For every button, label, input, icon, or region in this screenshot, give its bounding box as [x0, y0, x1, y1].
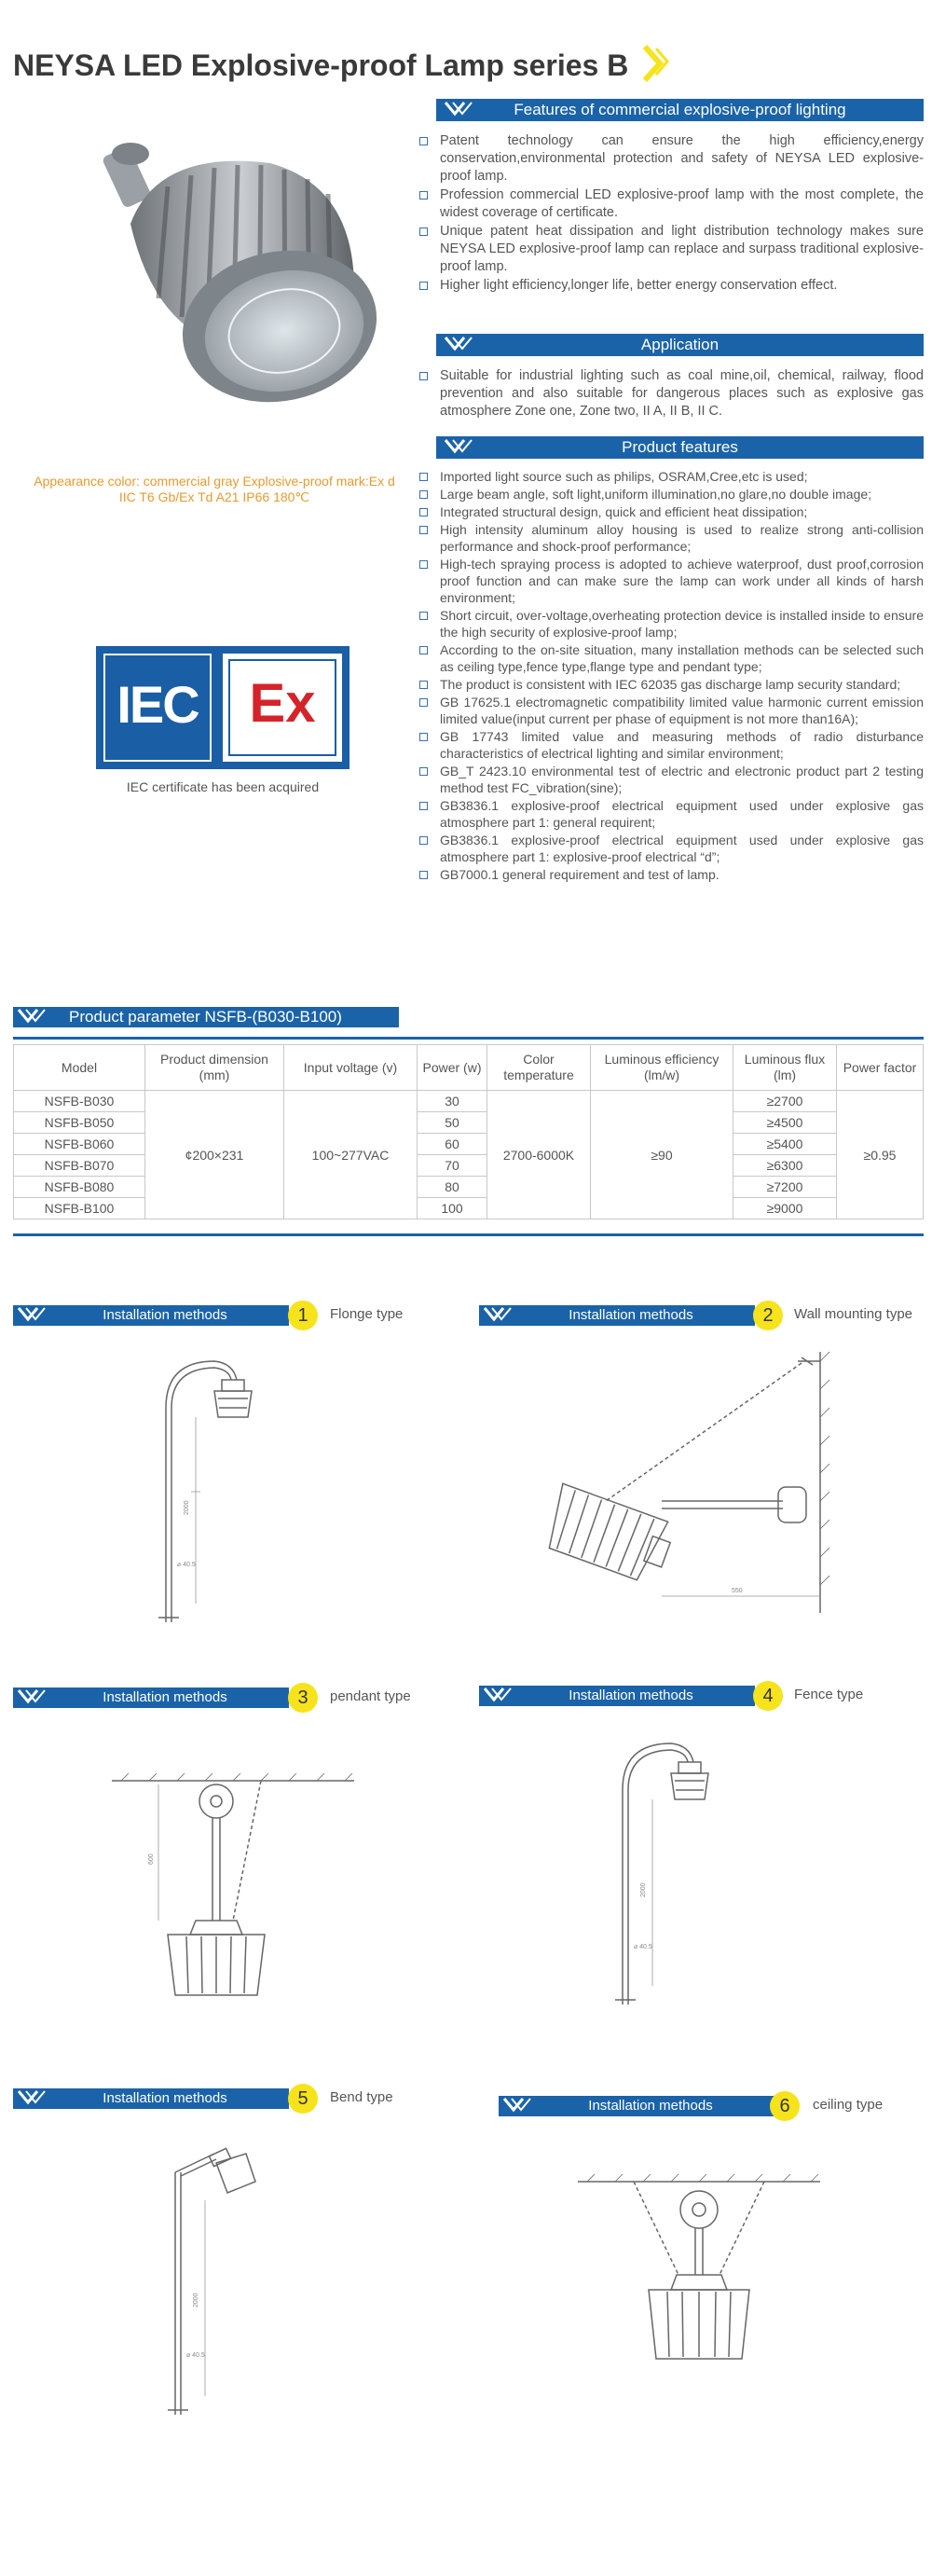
table-cell-flux: ≥9000 [733, 1198, 837, 1219]
th-efficiency: Luminous efficiency (lm/w) [591, 1045, 733, 1091]
install-bar-1 [13, 1305, 289, 1326]
table-cell-flux: ≥6300 [733, 1155, 837, 1177]
list-item: Imported light source such as philips, OSRAM,Cree,etc is used; [418, 468, 924, 485]
th-dimension: Product dimension (mm) [145, 1045, 284, 1091]
th-voltage: Input voltage (v) [284, 1045, 418, 1091]
th-flux: Luminous flux (lm) [733, 1045, 837, 1091]
table-cell-model: NSFB-B030 [14, 1091, 145, 1112]
application-list [418, 367, 924, 421]
method-number-badge: 6 [770, 2091, 800, 2121]
cert-caption: IEC certificate has been acquired [126, 779, 320, 794]
pendant-type-drawing [103, 1771, 363, 2014]
th-color-temp: Color temperature [487, 1045, 591, 1091]
install-bar-5 [13, 2088, 289, 2109]
method-type-label: pendant type [330, 1688, 411, 1704]
install-bar-label: Installation methods [103, 1307, 227, 1323]
param-rule [13, 1037, 924, 1040]
params-table [13, 1044, 924, 1219]
svg-text:550: 550 [732, 1588, 743, 1594]
list-item: High intensity aluminum alloy housing is used to realize strong anti-collision performance and shock-proof performance; [418, 521, 924, 555]
install-bar-6 [499, 2096, 774, 2116]
param-bar [13, 1007, 399, 1027]
appearance-caption: Appearance color: commercial gray Explosive-proof mark:Ex d IIC T6 Gb/Ex Td A21 IP66 180℃ [34, 474, 395, 504]
svg-text:2000: 2000 [193, 2293, 199, 2307]
list-item: Short circuit, over-voltage,overheating protection device is installed inside to ensure the high security of explosive-proof lamp; [418, 607, 924, 641]
table-cell-model: NSFB-B070 [14, 1155, 145, 1177]
flange-type-drawing [140, 1352, 270, 1632]
svg-text:⌀ 40.5: ⌀ 40.5 [186, 2352, 205, 2359]
param-heading: Product parameter NSFB-(B030-B100) [69, 1008, 342, 1026]
title-chevron-icon [639, 43, 671, 86]
table-cell-power: 50 [418, 1112, 487, 1134]
install-bar-label: Installation methods [569, 1687, 693, 1703]
table-cell-model: NSFB-B080 [14, 1177, 145, 1198]
svg-text:⌀ 40.5: ⌀ 40.5 [177, 1562, 196, 1568]
table-cell-flux: ≥7200 [733, 1177, 837, 1198]
method-type-label: ceiling type [813, 2097, 884, 2113]
list-item: GB 17625.1 electromagnetic compatibility limited value harmonic current emission limited value(input current per phase of equipment is not more than16A); [418, 694, 924, 727]
section-heading: Features of commercial explosive-proof lighting [514, 101, 846, 118]
list-item: Integrated structural design, quick and efficient heat dissipation; [418, 503, 924, 520]
install-bar-label: Installation methods [588, 2098, 713, 2114]
method-number-badge: 3 [288, 1683, 318, 1713]
table-cell-power-factor: ≥0.95 [837, 1091, 924, 1219]
method-number-badge: 4 [753, 1681, 783, 1711]
list-item: Profession commercial LED explosive-proof lamp with the most complete, the widest coverage of certificate. [418, 186, 924, 222]
table-cell-dimension: ¢200×231 [145, 1091, 284, 1219]
method-number-badge: 5 [288, 2084, 318, 2114]
ex-text: Ex [249, 673, 316, 734]
table-cell-flux: ≥4500 [733, 1112, 837, 1134]
method-type-label: Flonge type [330, 1306, 404, 1322]
th-model: Model [14, 1045, 145, 1091]
install-bar-3 [13, 1687, 289, 1708]
method-type-label: Fence type [794, 1687, 864, 1702]
list-item: GB7000.1 general requirement and test of lamp. [418, 866, 924, 883]
list-item: The product is consistent with IEC 62035 gas discharge lamp security standard; [418, 676, 924, 693]
list-item: GB3836.1 explosive-proof electrical equipment used under explosive gas atmosphere part 1: explosive-proof electrical “d”; [418, 832, 924, 865]
method-number-badge: 2 [753, 1301, 783, 1330]
list-item: Higher light efficiency,longer life, better energy conservation effect. [418, 277, 924, 295]
svg-text:2000: 2000 [184, 1500, 190, 1515]
table-cell-power: 70 [418, 1155, 487, 1177]
th-power-factor: Power factor [837, 1045, 924, 1091]
table-cell-voltage: 100~277VAC [284, 1091, 418, 1219]
table-cell-model: NSFB-B050 [14, 1112, 145, 1134]
list-item: GB 17743 limited value and measuring methods of radio disturbance characteristics of electrical lighting and similar environment; [418, 728, 924, 762]
table-cell-flux: ≥5400 [733, 1134, 837, 1155]
list-item: Patent technology can ensure the high efficiency,energy conservation,environmental protection and safety of NEYSA LED explosive-proof lamp. [418, 132, 924, 186]
list-item: GB3836.1 explosive-proof electrical equipment used under explosive gas atmosphere part 1: general requirent; [418, 797, 924, 831]
table-cell-power: 100 [418, 1198, 487, 1219]
install-bar-label: Installation methods [569, 1307, 693, 1323]
table-cell-power: 60 [418, 1134, 487, 1155]
svg-text:2000: 2000 [640, 1882, 647, 1897]
lamp-photo [93, 112, 391, 448]
table-cell-model: NSFB-B100 [14, 1198, 145, 1219]
section-bar-application [436, 334, 924, 356]
iec-ex-logo [96, 646, 350, 769]
install-bar-2 [479, 1305, 755, 1326]
iec-text: IEC [116, 675, 199, 734]
table-cell-model: NSFB-B060 [14, 1134, 145, 1155]
list-item: According to the on-site situation, many installation methods can be selected such as ceiling type,fence type,flange type and pendant type; [418, 641, 924, 675]
features-commercial-list [418, 132, 924, 296]
list-item: GB_T 2423.10 environmental test of electric and electronic product part 2 testing method test FC_vibration(sine); [418, 763, 924, 796]
install-bar-4 [479, 1686, 755, 1706]
ceiling-type-drawing [569, 2172, 829, 2415]
method-number-badge: 1 [288, 1301, 318, 1330]
method-type-label: Wall mounting type [794, 1306, 913, 1322]
wall-mounting-drawing [522, 1343, 839, 1622]
section-bar-features-commercial [436, 99, 924, 121]
method-type-label: Bend type [330, 2089, 393, 2105]
section-heading: Application [640, 336, 720, 353]
section-bar-product-features [436, 436, 924, 459]
bend-type-drawing [149, 2144, 280, 2424]
section-heading: Product features [622, 438, 738, 456]
table-cell-flux: ≥2700 [733, 1091, 837, 1112]
product-features-list [418, 468, 924, 884]
table-cell-efficiency: ≥90 [591, 1091, 733, 1219]
svg-text:⌀ 40.5: ⌀ 40.5 [634, 1944, 652, 1950]
list-item: Unique patent heat dissipation and light distribution technology makes sure NEYSA LED explosive-proof lamp can replace and surpass traditional explosive-proof lamp. [418, 223, 924, 276]
table-cell-power: 80 [418, 1177, 487, 1198]
install-bar-label: Installation methods [103, 1689, 227, 1705]
table-cell-color-temp: 2700-6000K [487, 1091, 591, 1219]
list-item: Large beam angle, soft light,uniform illumination,no glare,no double image; [418, 486, 924, 503]
list-item: High-tech spraying process is adopted to achieve waterproof, dust proof,corrosion proof function and can make sure the lamp can work under all kinds of harsh environment; [418, 556, 924, 606]
fence-type-drawing [596, 1734, 727, 2014]
install-bar-label: Installation methods [103, 2090, 227, 2106]
svg-text:600: 600 [148, 1853, 155, 1865]
table-cell-power: 30 [418, 1091, 487, 1112]
list-item: Suitable for industrial lighting such as coal mine,oil, chemical, railway, flood prevention and also suitable for dangerous places such as explosive gas atmosphere Zone one, Zone two, II A, II B, II C. [418, 367, 924, 420]
table-bottom-rule [13, 1233, 924, 1236]
th-power: Power (w) [418, 1045, 487, 1091]
page-title: NEYSA LED Explosive-proof Lamp series B [13, 48, 629, 82]
